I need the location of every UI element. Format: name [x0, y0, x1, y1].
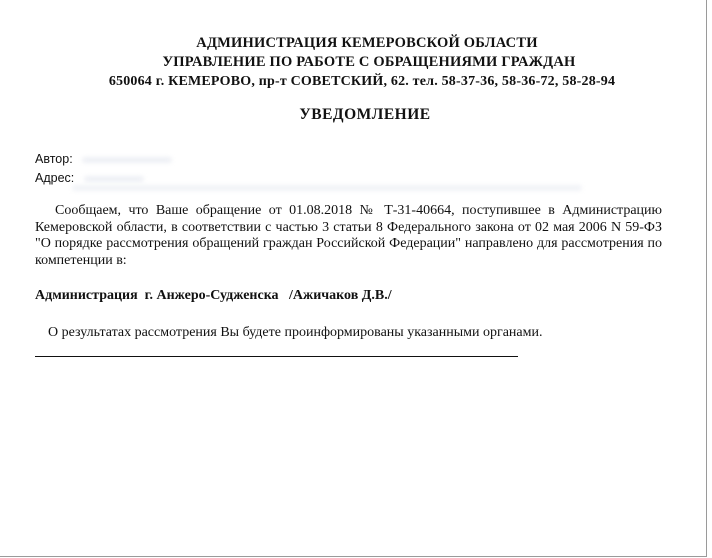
- letterhead: [0, 34, 712, 91]
- result-notice: О результатах рассмотрения Вы будете проинформированы указанными органами.: [48, 325, 543, 340]
- author-redacted: [82, 157, 172, 163]
- letterhead-administration: АДМИНИСТРАЦИЯ КЕМЕРОВСКОЙ ОБЛАСТИ: [196, 35, 538, 51]
- author-row: [35, 150, 172, 169]
- author-label: Автор:: [35, 152, 73, 166]
- address-redacted-line: [72, 185, 582, 191]
- recipient-organization: Администрация г. Анжеро-Судженска /Ажичаков Д.В./: [35, 288, 392, 303]
- letterhead-address: 650064 г. КЕМЕРОВО, пр-т СОВЕТСКИЙ, 62. тел. 58-37-36, 58-36-72, 58-28-94: [108, 74, 616, 89]
- notification-paragraph: Сообщаем, что Ваше обращение от 01.08.2018 № Т-31-40664, поступившее в Администрацию Кемеровской области, в соответствии с частью 3 статьи 8 Федерального закона от 02 мая 2006 N 59-ФЗ "О порядке рассмотрения обращений граждан Российской Федерации" направлено для рассмотрения по компетенции в:: [35, 203, 662, 268]
- divider-line: [35, 356, 518, 357]
- letterhead-department: УПРАВЛЕНИЕ ПО РАБОТЕ С ОБРАЩЕНИЯМИ ГРАЖДАН: [162, 54, 576, 70]
- recipient-block: [35, 150, 172, 188]
- address-redacted: [84, 176, 144, 182]
- address-label: Адрес:: [35, 171, 75, 185]
- document-title: УВЕДОМЛЕНИЕ: [299, 106, 431, 123]
